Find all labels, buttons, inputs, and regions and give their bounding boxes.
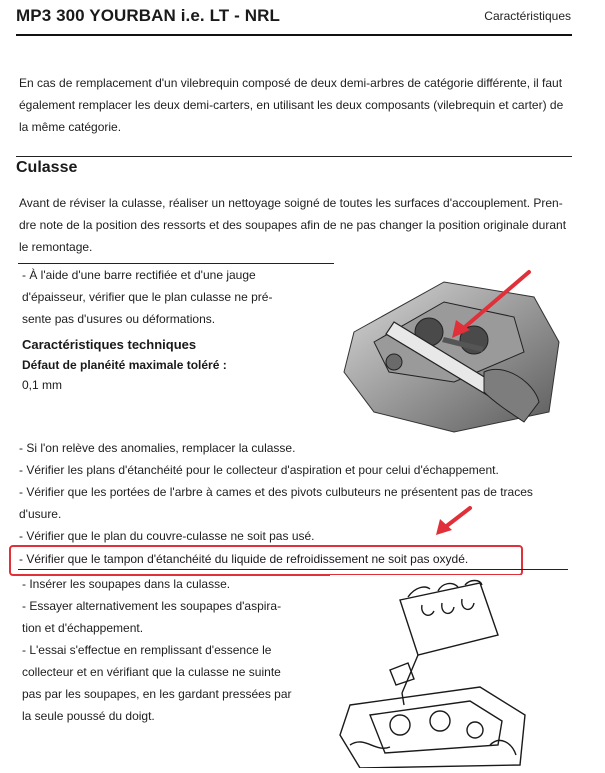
- intro-line: également remplacer les deux demi-carters, en utilisant les deux composants (vilebrequin et carter) de: [19, 98, 564, 112]
- culasse-line: dre note de la position des ressorts et des soupapes afin de ne pas changer la position originale durant: [19, 218, 567, 232]
- divider: [18, 569, 568, 570]
- tech-specs-title: Caractéristiques techniques: [22, 337, 197, 352]
- flatness-tolerance-label: Défaut de planéité maximale toléré :: [22, 358, 227, 372]
- checklist-item: - Vérifier que les portées de l'arbre à cames et des pivots culbuteurs ne présentent pas de traces: [19, 485, 533, 499]
- step-line: - Insérer les soupapes dans la culasse.: [22, 577, 231, 591]
- culasse-intro: [19, 192, 574, 258]
- highlighted-checklist-item: - Vérifier que le tampon d'étanchéité du liquide de refroidissement ne soit pas oxydé.: [19, 552, 469, 566]
- checklist-item: - Si l'on relève des anomalies, remplacer la culasse.: [19, 441, 296, 455]
- header-divider: [16, 34, 572, 36]
- document-title: MP3 300 YOURBAN i.e. LT - NRL: [16, 6, 280, 25]
- step-line: - L'essai s'effectue en remplissant d'essence le: [22, 643, 272, 657]
- step-line: d'épaisseur, vérifier que le plan culasse ne pré-: [22, 290, 273, 304]
- culasse-line: Avant de réviser la culasse, réaliser un nettoyage soigné de toutes les surfaces d'accouplement. Pren-: [19, 196, 563, 210]
- step-line: pas par les soupapes, en les gardant pressées par: [22, 687, 292, 701]
- flatness-check-step: [22, 264, 292, 330]
- cylinder-head-photo: [334, 262, 572, 438]
- section-divider: [16, 156, 572, 157]
- checklist-item: d'usure.: [19, 507, 62, 521]
- intro-paragraph: [19, 72, 579, 138]
- step-line: sente pas d'usures ou déformations.: [22, 312, 216, 326]
- section-label: Caractéristiques: [484, 9, 571, 23]
- annotation-arrow-icon: [400, 504, 480, 544]
- step-line: collecteur et en vérifiant que la culasse ne suinte: [22, 665, 281, 679]
- step-line: - À l'aide d'une barre rectifiée et d'une jauge: [22, 268, 256, 282]
- step-line: - Essayer alternativement les soupapes d'aspira-: [22, 599, 282, 613]
- intro-line: la même catégorie.: [19, 120, 122, 134]
- culasse-line: le remontage.: [19, 240, 93, 254]
- step-line: la seule poussé du doigt.: [22, 709, 155, 723]
- flatness-tolerance-value: 0,1 mm: [22, 378, 63, 392]
- valve-leak-test-drawing: [330, 575, 580, 768]
- section-title: Culasse: [16, 159, 78, 176]
- valve-test-steps: [22, 573, 312, 727]
- inspection-checklist: [19, 437, 579, 547]
- checklist-item: - Vérifier que le plan du couvre-culasse ne soit pas usé.: [19, 529, 315, 543]
- intro-line: En cas de remplacement d'un vilebrequin composé de deux demi-arbres de catégorie différente, il faut: [19, 76, 563, 90]
- checklist-item: - Vérifier les plans d'étanchéité pour le collecteur d'aspiration et pour celui d'échappement.: [19, 463, 499, 477]
- step-line: tion et d'échappement.: [22, 621, 144, 635]
